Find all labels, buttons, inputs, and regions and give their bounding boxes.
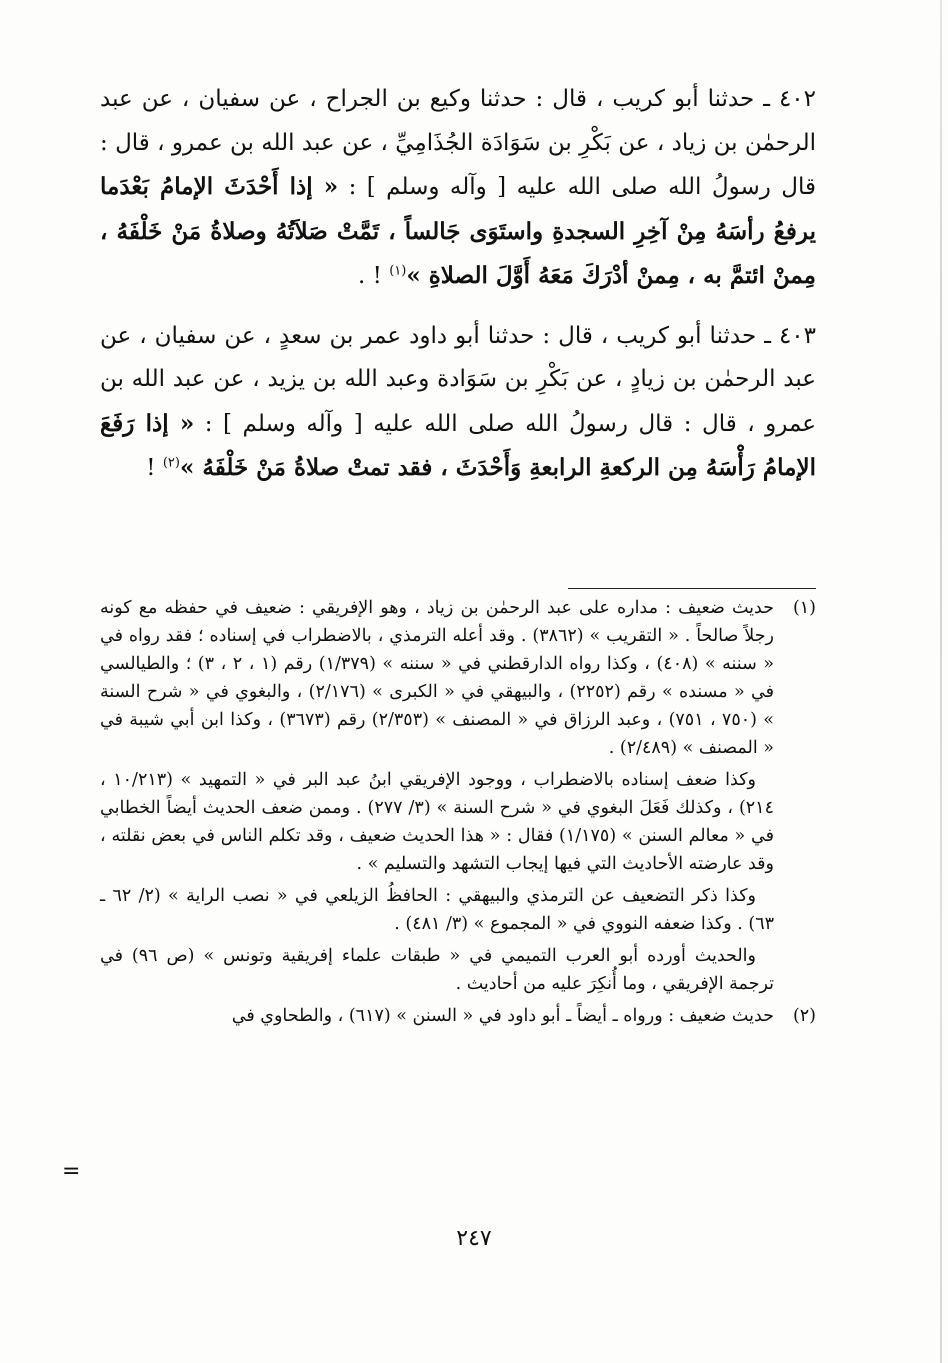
footnote-paragraph: وكذا ذكر التضعيف عن الترمذي والبيهقي : الحافظُ الزيلعي في « نصب الراية » (٢/ ٦٢ ـ ٦٣) . وكذا ضعفه النووي في « المجموع » (٣/ ٤٨١) . — [100, 886, 774, 934]
isnad-text: ٤٠٢ ـ حدثنا أبو كريب ، قال : حدثنا وكيع بن الجراح ، عن سفيان ، عن عبد الرحمٰن بن زياد ، عن بَكْرِ بن سَوَادَة الجُذَامِيِّ ، عن عبد الله بن عمرو ، قال : قال رسولُ الله صلى الله عليه [ وآله وسلم ] : — [100, 86, 816, 200]
footnote-paragraph: والحديث أورده أبو العرب التميمي في « طبقات علماء إفريقية وتونس » (ص ٩٦) في ترجمة الإفريقي ، وما أُنكِرَ عليه من أحاديث . — [100, 946, 774, 994]
isnad-text: ٤٠٣ ـ حدثنا أبو كريب ، قال : حدثنا أبو داود عمر بن سعدٍ ، عن سفيان ، عن عبد الرحمٰن بن زيادٍ ، عن بَكْرِ بن سَوَادة وعبد الله بن يزيد ، عن عبد الله بن عمرو ، قال : قال رسولُ الله صلى الله عليه [ وآله وسلم ] : — [100, 322, 816, 437]
hadith-matn: « إذا أَحْدَثَ الإمامُ بَعْدَما يرفعُ رأسَهُ مِنْ آخِرِ السجدةِ واستَوَى جَالساً ، تَمَّتْ صَلاَتُهُ وصلاةُ مَنْ خَلْفَهُ ، مِمنْ ائتمَّ به ، مِمنْ أدْرَكَ مَعَهُ أَوَّلَ الصلاةِ » — [100, 173, 816, 289]
footnote-1 — [100, 594, 816, 1002]
main-text — [100, 78, 816, 491]
footnote-ref[interactable]: (٢) — [162, 455, 180, 471]
footnote-number: (٢) — [792, 1006, 816, 1026]
hadith-matn: « إذا رَفَعَ الإمامُ رَأْسَهُ مِن الركعةِ الرابعةِ وَأَحْدَثَ ، فقد تمتْ صلاةُ مَنْ خَلْفَهُ » — [100, 409, 816, 481]
continuation-mark: = — [62, 1159, 81, 1184]
page-number: ٢٤٧ — [456, 1226, 492, 1251]
footnote-2 — [100, 1002, 816, 1034]
footnotes — [100, 594, 816, 1034]
footnote-number: (١) — [792, 598, 816, 618]
scan-edge — [940, 0, 942, 1363]
footnote-paragraph: وكذا ضعف إسناده بالاضطراب ، ووجود الإفريقي ابنُ عبد البر في « التمهيد » (١٠/٢١٣ ، ٢١٤) ، وكذلك فَعَلَ البغوي في « شرح السنة » (٣/ ٢٧٧) . وممن ضعف الحديث أيضاً الخطابي في « معالم السنن » (١/١٧٥) فقال : « هذا الحديث ضعيف ، وقد تكلم الناس في بعض نقلته ، وقد عارضته الأحاديث التي فيها إيجاب التشهد والتسليم » . — [100, 770, 774, 874]
footnote-body — [100, 1002, 774, 1034]
footnote-separator — [568, 588, 816, 589]
footnote-paragraph: حديث ضعيف : مداره على عبد الرحمٰن بن زياد ، وهو الإفريقي : ضعيف في حفظه مع كونه رجلاً صالحاً . « التقريب » (٣٨٦٢) . وقد أعله الترمذي ، بالاضطراب في إسناده ؛ فقد رواه في « سننه » (٤٠٨) ، وكذا رواه الدارقطني في « سننه » (١/٣٧٩) رقم (١ ، ٢ ، ٣) ؛ والطيالسي في « مسنده » رقم (٢٢٥٢) ، والبيهقي في « الكبرى » (٢/١٧٦) ، والبغوي في « شرح السنة » (٧٥٠ ، ٧٥١) ، وعبد الرزاق في « المصنف » (٢/٣٥٣) رقم (٣٦٧٣) ، وكذا ابن أبي شيبة في « المصنف » (٢/٤٨٩) . — [100, 598, 775, 758]
paragraph-tail: ! — [146, 455, 163, 481]
hadith-paragraph-403 — [100, 315, 816, 491]
footnote-paragraph: حديث ضعيف : ورواه ـ أيضاً ـ أبو داود في « السنن » (٦١٧) ، والطحاوي في — [231, 1006, 774, 1026]
paragraph-tail: ! . — [358, 263, 390, 289]
footnote-ref[interactable]: (١) — [389, 263, 407, 279]
footnote-body — [100, 594, 774, 1002]
hadith-paragraph-402 — [100, 78, 816, 299]
